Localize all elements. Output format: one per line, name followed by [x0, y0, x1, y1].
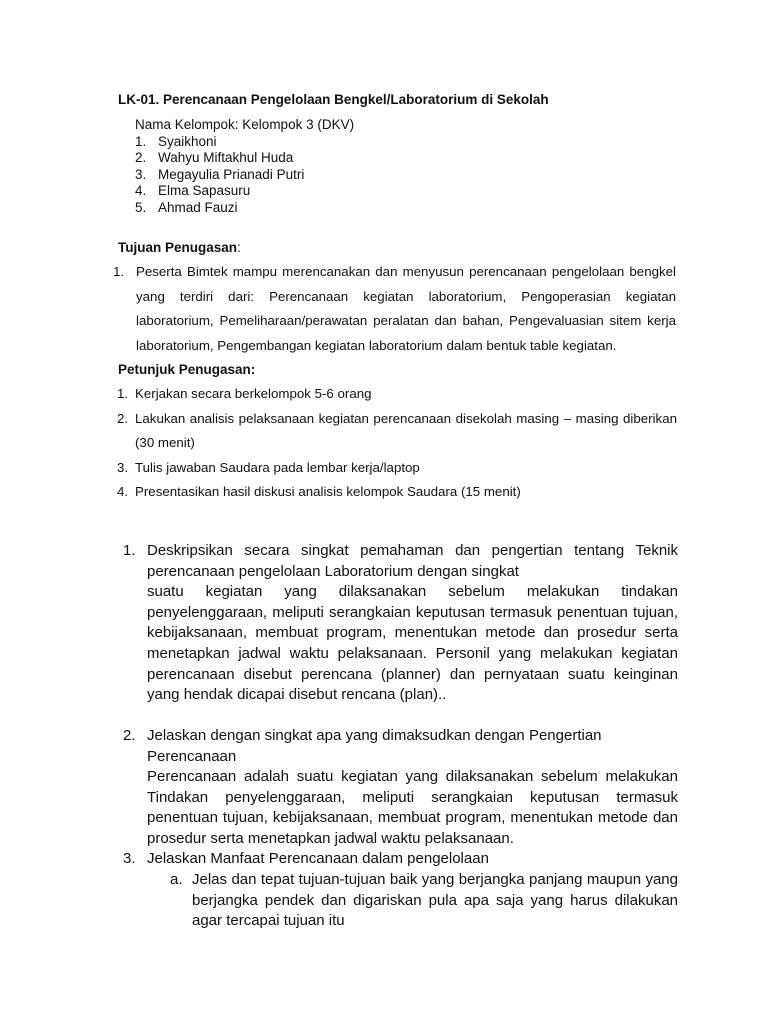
benefit-text: Jelas dan tepat tujuan-tujuan baik yang berjangka panjang maupun yang berjangka pendek dan digariskan pula apa saja yang harus dilakukan agar tercapai tujuan itu — [192, 871, 678, 930]
benefit-item — [170, 870, 678, 932]
tujuan-number: 1. — [113, 264, 125, 279]
member-item — [135, 200, 354, 217]
tujuan-text: Peserta Bimtek mampu merencanakan dan menyusun perencanaan pengelolaan bengkel yang terdiri dari: Perencanaan kegiatan laboratorium, Pengoperasian kegiatan laboratorium, Pemeliharaan/perawatan peralatan dan bahan, Pengevaluasian sitem kerja laboratorium, Pengembangan kegiatan laboratorium dalam bentuk table kegiatan. — [136, 264, 676, 353]
petunjuk-text: Kerjakan secara berkelompok 5-6 orang — [135, 386, 372, 401]
question-3 — [123, 849, 678, 870]
petunjuk-item — [117, 382, 677, 407]
tujuan-list — [113, 260, 676, 358]
petunjuk-item — [117, 480, 677, 505]
question-number: 3. — [123, 850, 136, 867]
benefit-label: a. — [170, 871, 183, 888]
member-name: Wahyu Miftakhul Huda — [158, 150, 294, 165]
petunjuk-text: Lakukan analisis pelaksanaan kegiatan perencanaan disekolah masing – masing diberikan (30 menit) — [135, 410, 677, 450]
tujuan-item — [113, 260, 676, 358]
member-number: 5. — [135, 199, 147, 215]
member-name: Elma Sapasuru — [158, 183, 251, 198]
member-list — [135, 134, 354, 217]
petunjuk-number: 1. — [117, 386, 129, 401]
petunjuk-number: 4. — [117, 484, 129, 499]
document-title: LK-01. Perencanaan Pengelolaan Bengkel/Laboratorium di Sekolah — [118, 92, 549, 107]
member-item — [135, 134, 354, 151]
petunjuk-heading: Petunjuk Penugasan: — [118, 362, 256, 377]
petunjuk-item — [117, 407, 677, 456]
member-number: 4. — [135, 183, 147, 198]
question-number: 2. — [123, 727, 136, 744]
question-1 — [123, 541, 678, 706]
member-name: Megayulia Prianadi Putri — [158, 166, 305, 182]
benefit-list — [170, 870, 678, 932]
member-name: Syaikhoni — [158, 133, 217, 149]
member-number: 1. — [135, 133, 147, 149]
petunjuk-list — [117, 382, 677, 505]
answer-text: Perencanaan adalah suatu kegiatan yang dilaksanakan sebelum melakukan Tindakan penyelenggaraan, meliputi serangkaian keputusan termasuk penentuan tujuan, kebijaksanaan, membuat program, menentukan metode dan prosedur serta menetapkan jadwal waktu pelaksanaan. — [147, 768, 678, 847]
member-item — [135, 150, 354, 167]
question-text: Deskripsikan secara singkat pemahaman dan pengertian tentang Teknik perencanaan pengelolaan Laboratorium dengan singkat — [147, 542, 678, 580]
question-number: 1. — [123, 542, 136, 559]
member-item — [135, 183, 354, 200]
petunjuk-item — [117, 456, 677, 481]
member-number: 2. — [135, 150, 147, 165]
member-name: Ahmad Fauzi — [158, 199, 238, 215]
question-2 — [123, 726, 678, 850]
question-text: Jelaskan Manfaat Perencanaan dalam pengelolaan — [147, 850, 489, 867]
group-info — [135, 117, 354, 216]
member-item — [135, 167, 354, 184]
question-text: Jelaskan dengan singkat apa yang dimaksudkan dengan Pengertian Perencanaan — [147, 727, 602, 765]
tujuan-heading: Tujuan Penugasan: — [118, 240, 241, 255]
petunjuk-number: 3. — [117, 459, 129, 475]
petunjuk-text: Tulis jawaban Saudara pada lembar kerja/laptop — [135, 459, 420, 475]
petunjuk-number: 2. — [117, 410, 129, 426]
member-number: 3. — [135, 166, 147, 182]
group-label: Nama Kelompok: Kelompok 3 (DKV) — [135, 117, 355, 132]
answer-text: suatu kegiatan yang dilaksanakan sebelum melakukan tindakan penyelenggaraan, meliputi serangkaian keputusan termasuk penentuan tujuan, kebijaksanaan, membuat program, menentukan metode dan prosedur serta menetapkan jadwal waktu pelaksanaan. Personil yang melakukan kegiatan perencanaan disebut perencana (planner) dan pernyataan suatu keinginan yang hendak dicapai disebut rencana (plan).. — [147, 583, 678, 704]
petunjuk-text: Presentasikan hasil diskusi analisis kelompok Saudara (15 menit) — [135, 484, 521, 499]
